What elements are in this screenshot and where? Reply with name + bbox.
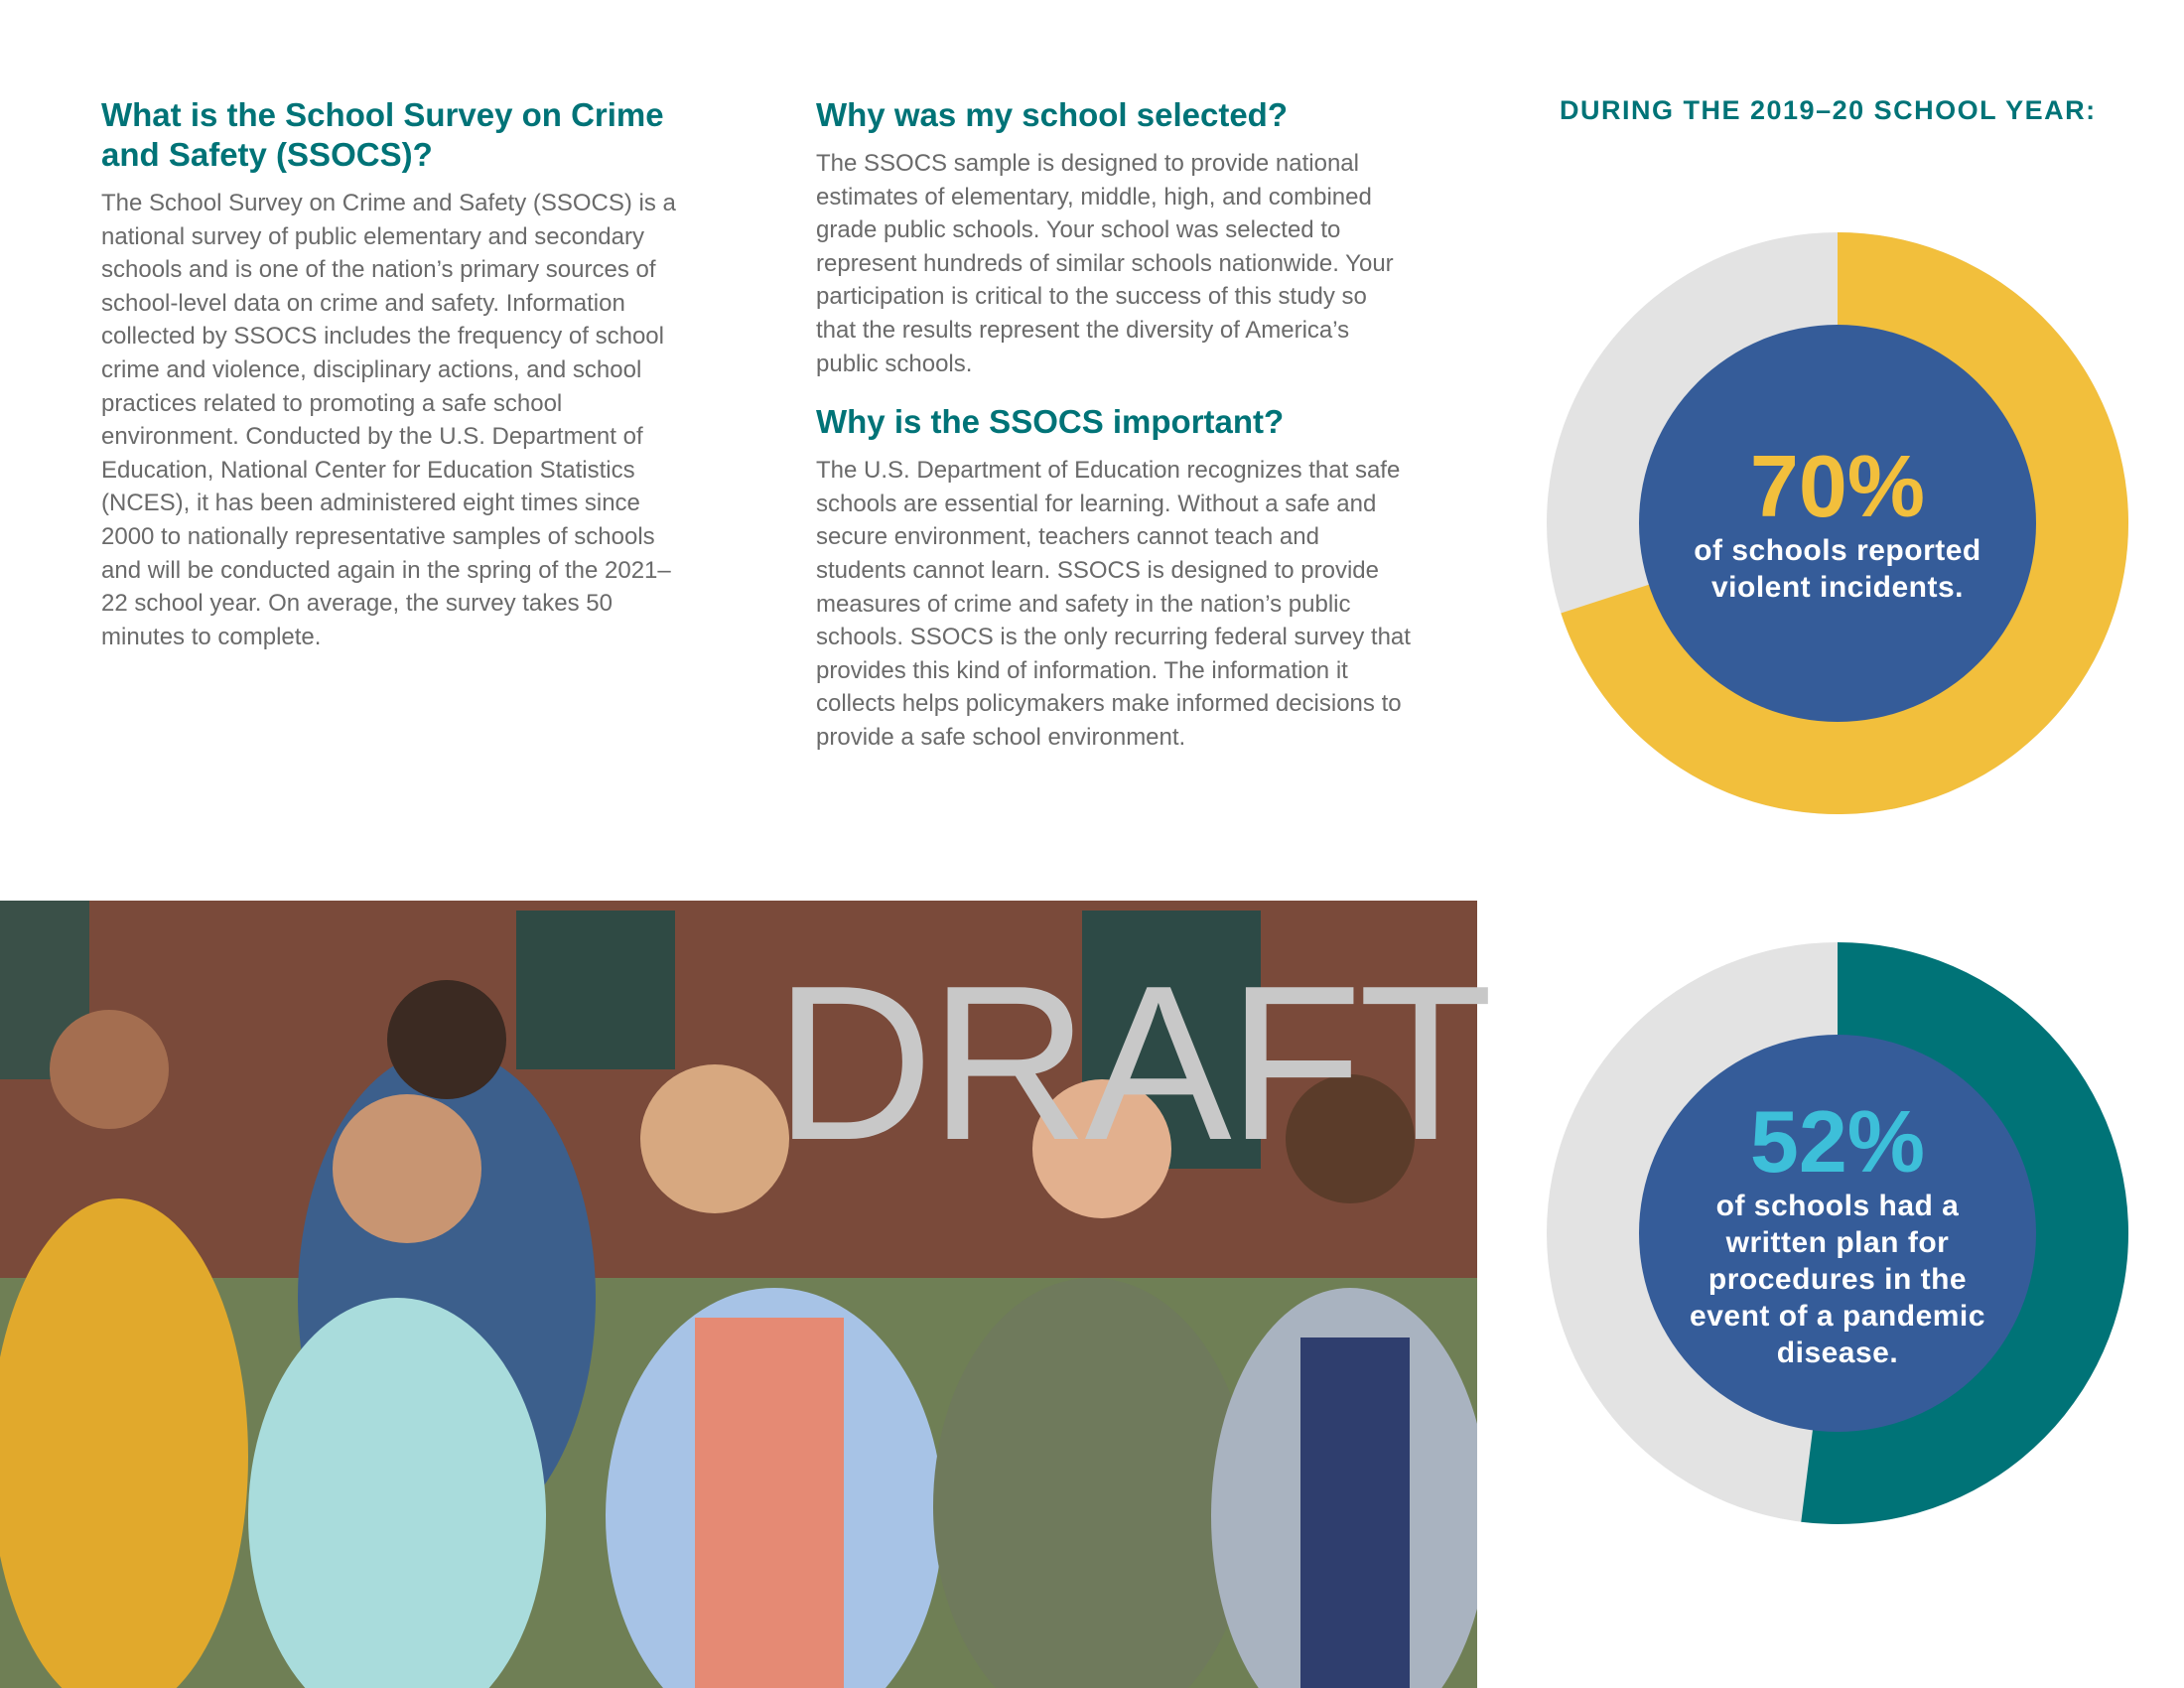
donut-chart-violent-incidents — [1540, 225, 2135, 821]
section-heading: Why was my school selected? — [816, 96, 1288, 133]
section-body-importance: The U.S. Department of Education recognizes that safe schools are essential for learning. Without a safe and secure environment, teachers cannot teach and students cannot learn. SSOCS is designed to provide measures of crime and safety in the nation’s public schools. SSOCS is the only recurring federal survey that provides this kind of information. The information it collects helps policymakers make informed decisions to provide a safe school environment. — [816, 457, 1411, 751]
donut-percent-label: 52% — [1749, 1091, 1926, 1191]
donut-caption: of schools reported violent incidents. — [1694, 534, 1981, 604]
stats-heading: DURING THE 2019–20 SCHOOL YEAR: — [1560, 95, 2097, 125]
donut-caption: of schools had a written plan for procedures in the event of a pandemic disease. — [1690, 1189, 1985, 1369]
donut-chart-pandemic-plan — [1540, 935, 2135, 1531]
donut-percent-label: 70% — [1749, 437, 1926, 535]
section-heading-importance: Why is the SSOCS important? — [816, 403, 1285, 441]
section-body: The SSOCS sample is designed to provide national estimates of elementary, middle, high, and combined grade public schools. Your school was selected to represent hundreds of similar schools nationwide. Your participation is critical to the success of this study so that the results represent the diversity of America’s public schools. — [816, 150, 1394, 377]
section-why-selected — [816, 95, 1412, 755]
section-what-is-ssocs — [101, 95, 687, 653]
draft-watermark: DRAFT — [774, 940, 1489, 1187]
section-heading: What is the School Survey on Crime and Safety (SSOCS)? — [101, 96, 664, 173]
section-body: The School Survey on Crime and Safety (SSOCS) is a national survey of public elementary and secondary schools and is one of the nation’s primary sources of school-level data on crime and safety. Information collected by SSOCS includes the frequency of school crime and violence, disciplinary actions, and school practices related to promoting a safe school environment. Conducted by the U.S. Department of Education, National Center for Education Statistics (NCES), it has been administered eight times since 2000 to nationally representative samples of schools and will be conducted again in the spring of the 2021–22 school year. On average, the survey takes 50 minutes to complete. — [101, 190, 676, 650]
